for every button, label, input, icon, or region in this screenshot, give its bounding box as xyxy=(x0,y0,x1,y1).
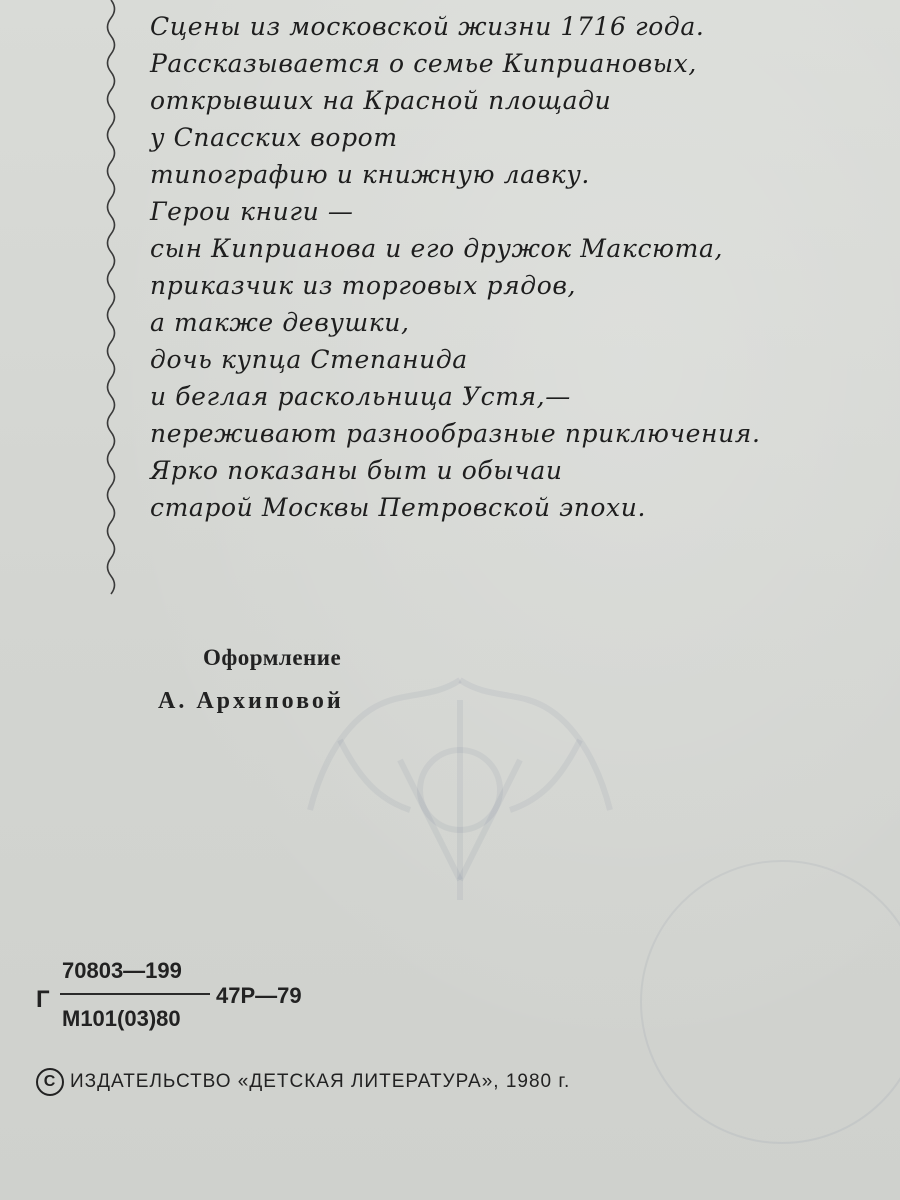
copyright-icon: C xyxy=(36,1068,64,1096)
description-line: старой Москвы Петровской эпохи. xyxy=(150,493,646,522)
description-line: сын Киприанова и его дружок Максюта, xyxy=(150,234,724,263)
description-line: Рассказывается о семье Киприановых, xyxy=(150,49,697,78)
copyright-text: ИЗДАТЕЛЬСТВО «ДЕТСКАЯ ЛИТЕРАТУРА», 1980 г. xyxy=(70,1071,571,1093)
wavy-border-ornament xyxy=(98,0,124,600)
description-line: Герои книги — xyxy=(150,197,354,226)
description-line: дочь купца Степанида xyxy=(150,345,468,374)
copyright-line xyxy=(36,1068,570,1096)
catalog-code: 47Р—79 xyxy=(216,983,302,1008)
fraction-bar xyxy=(60,993,210,995)
faint-emblem-watermark xyxy=(280,640,640,940)
design-credit-label: Оформление xyxy=(203,645,342,670)
description-line: Сцены из московской жизни 1716 года. xyxy=(150,12,705,41)
designer-name: А. Архиповой xyxy=(158,688,344,714)
catalog-numerator: 70803—199 xyxy=(62,958,182,983)
description-line: переживают разнообразные приключения. xyxy=(150,419,761,448)
description-line: и беглая раскольница Устя,— xyxy=(150,382,571,411)
description-line: Ярко показаны быт и обычаи xyxy=(150,456,563,485)
description-line: а также девушки, xyxy=(150,308,410,337)
description-line: типографию и книжную лавку. xyxy=(150,160,590,189)
catalog-denominator: М101(03)80 xyxy=(62,1006,181,1031)
faint-stamp xyxy=(640,860,900,1144)
description-line: приказчик из торговых рядов, xyxy=(150,271,577,300)
book-description xyxy=(150,8,870,526)
catalog-letter: Г xyxy=(36,986,50,1013)
description-line: открывших на Красной площади xyxy=(150,86,612,115)
description-line: у Спасских ворот xyxy=(150,123,398,152)
